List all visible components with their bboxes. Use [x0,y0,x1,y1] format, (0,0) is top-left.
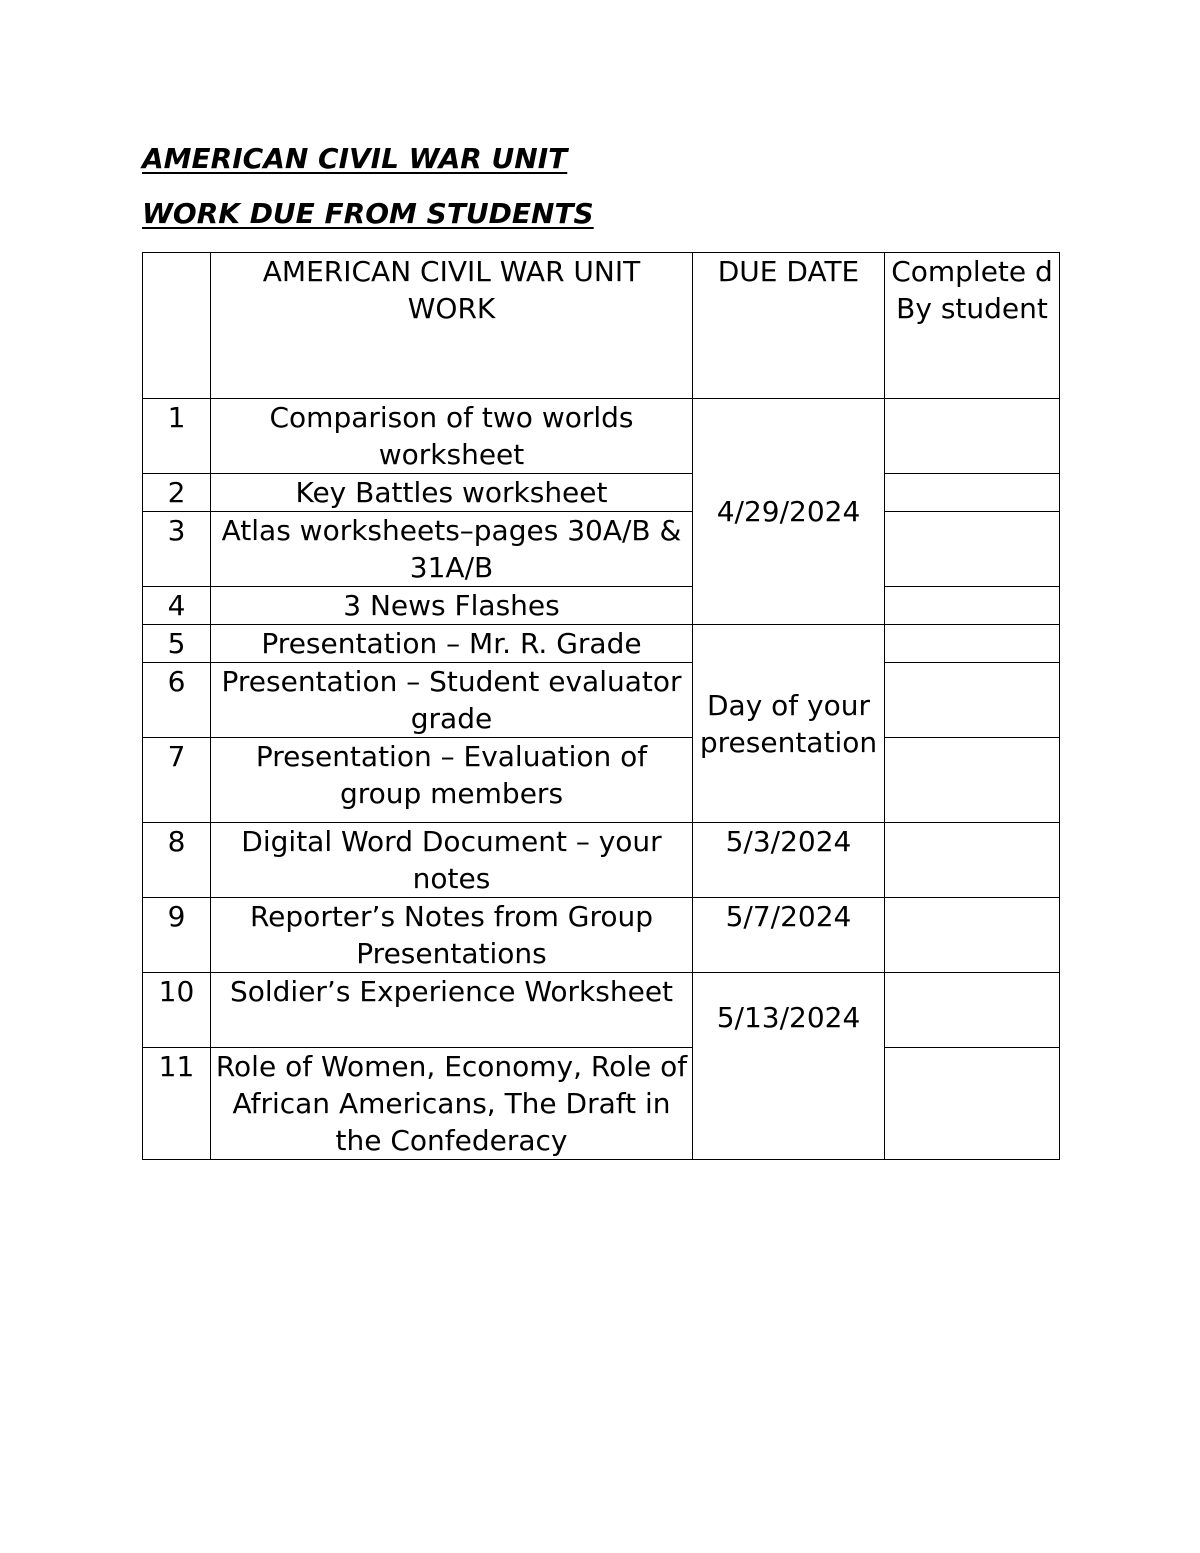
header-work-cell: AMERICAN CIVIL WAR UNIT WORK [211,253,693,399]
completed-cell [885,587,1060,625]
row-number: 8 [143,823,211,898]
table-row [143,399,1060,474]
table-row [143,663,1060,738]
due-date-cell: 5/13/2024 [693,973,885,1160]
row-work: Presentation – Mr. R. Grade [211,625,693,663]
row-number: 3 [143,512,211,587]
table-row [143,1048,1060,1160]
header-completed-cell: Complete d By student [885,253,1060,399]
table-row [143,898,1060,973]
row-number: 9 [143,898,211,973]
table-header-row [143,253,1060,399]
row-number: 1 [143,399,211,474]
document-subtitle: WORK DUE FROM STUDENTS [142,197,594,230]
row-work: Role of Women, Economy, Role of African Americans, The Draft in the Confederacy [211,1048,693,1160]
work-due-table [142,252,1060,1160]
table-row [143,625,1060,663]
completed-cell [885,512,1060,587]
header-number-cell [143,253,211,399]
completed-cell [885,663,1060,738]
completed-cell [885,898,1060,973]
header-due-date-cell: DUE DATE [693,253,885,399]
row-work: Reporter’s Notes from Group Presentations [211,898,693,973]
due-date-cell: 5/7/2024 [693,898,885,973]
row-number: 4 [143,587,211,625]
row-work: Comparison of two worlds worksheet [211,399,693,474]
due-date-cell: 4/29/2024 [693,399,885,625]
row-work: Soldier’s Experience Worksheet [211,973,693,1048]
table-row [143,973,1060,1048]
completed-cell [885,738,1060,823]
table-row [143,512,1060,587]
completed-cell [885,1048,1060,1160]
row-number: 7 [143,738,211,823]
due-date-cell: Day of your presentation [693,625,885,823]
due-date-cell: 5/3/2024 [693,823,885,898]
row-number: 5 [143,625,211,663]
table-row [143,738,1060,823]
row-number: 2 [143,474,211,512]
row-work: Digital Word Document – your notes [211,823,693,898]
completed-cell [885,474,1060,512]
completed-cell [885,625,1060,663]
completed-cell [885,973,1060,1048]
row-work: 3 News Flashes [211,587,693,625]
row-number: 11 [143,1048,211,1160]
table-row [143,474,1060,512]
row-work: Key Battles worksheet [211,474,693,512]
document-title: AMERICAN CIVIL WAR UNIT [142,142,568,175]
row-work: Presentation – Evaluation of group members [211,738,693,823]
completed-cell [885,823,1060,898]
row-number: 6 [143,663,211,738]
row-work: Presentation – Student evaluator grade [211,663,693,738]
table-row [143,823,1060,898]
table-row [143,587,1060,625]
row-work: Atlas worksheets–pages 30A/B & 31A/B [211,512,693,587]
row-number: 10 [143,973,211,1048]
completed-cell [885,399,1060,474]
